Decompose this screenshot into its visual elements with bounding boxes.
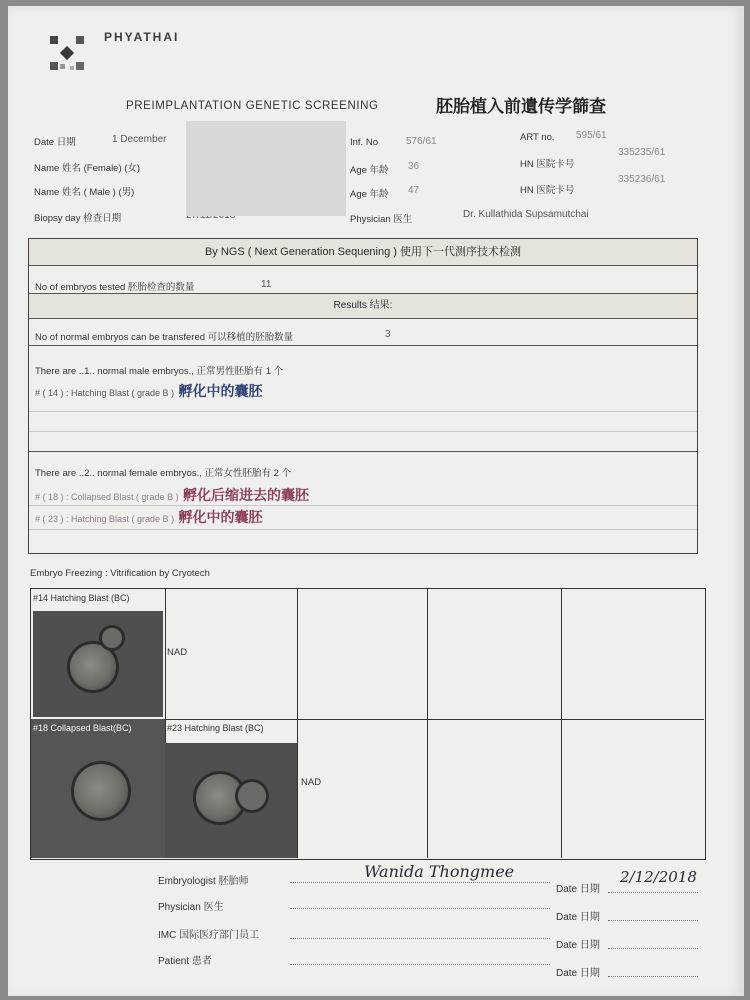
female-embryo-18-desc: # ( 18 ) : Collapsed Blast ( grade B ) bbox=[35, 492, 179, 502]
name-female-label: Name 姓名 (Female) (女) bbox=[34, 163, 141, 174]
name-male-label: Name 姓名 ( Male ) (男) bbox=[34, 187, 135, 198]
transfer-label: No of normal embryos can be transfered 可以移植的胚胎数量 bbox=[35, 332, 294, 343]
embryo-14-photo bbox=[33, 611, 163, 717]
cell-embryo-14-label: #14 Hatching Blast (BC) bbox=[33, 593, 130, 603]
physician-line bbox=[290, 908, 550, 909]
cell-empty-3 bbox=[561, 589, 704, 720]
embryologist-date: 2/12/2018 bbox=[620, 868, 697, 886]
cell-empty-4 bbox=[297, 719, 428, 858]
cell-embryo-23 bbox=[165, 719, 322, 858]
patient-label: Patient 患者 bbox=[158, 956, 212, 967]
age-female-value: 36 bbox=[408, 161, 420, 172]
tested-label: No of embryos tested 胚胎检查的数量 bbox=[35, 282, 195, 293]
cell-embryo-23-label: #23 Hatching Blast (BC) bbox=[167, 723, 264, 733]
male-embryos-line: There are ..1.. normal male embryos., 正常男性胚胎有 1 个 bbox=[35, 366, 284, 377]
date-label: Date 日期 bbox=[34, 137, 76, 148]
date-value: 1 December bbox=[112, 134, 167, 145]
tested-value: 11 bbox=[261, 279, 272, 290]
date-line-3 bbox=[608, 948, 698, 949]
hn-male-value: 335236/61 bbox=[618, 174, 666, 185]
method-header: By NGS ( Next Generation Sequening ) 使用下一代测序技术检测 bbox=[29, 239, 697, 265]
female-embryo-18-cn: 孵化后缩进去的囊胚 bbox=[183, 488, 310, 504]
hn-female-label: HN 医院卡号 bbox=[520, 159, 575, 170]
age-male-label: Age 年龄 bbox=[350, 189, 389, 200]
female-embryo-23 bbox=[35, 507, 263, 527]
inf-value: 576/61 bbox=[406, 136, 437, 147]
date-label-2: Date 日期 bbox=[556, 912, 600, 923]
report-title-cn: 胚胎植入前遺传学篩查 bbox=[436, 97, 606, 116]
physician-value: Dr. Kullathida Supsamutchai bbox=[463, 209, 589, 220]
male-embryo-14 bbox=[35, 381, 263, 401]
physician-label: Physician 医生 bbox=[350, 214, 413, 225]
imc-line bbox=[290, 938, 550, 939]
cell-embryo-18-label: #18 Collapsed Blast(BC) bbox=[33, 723, 132, 733]
biopsy-label: Biopsy day 检查日期 bbox=[34, 213, 122, 224]
physician-sign-label: Physician 医生 bbox=[158, 902, 224, 913]
results-header: Results 结果: bbox=[29, 294, 697, 318]
patient-line bbox=[290, 964, 550, 965]
cell-embryo-18 bbox=[31, 719, 166, 858]
freezing-grid bbox=[30, 588, 706, 860]
embryo-18-image bbox=[71, 761, 131, 821]
nad-2: NAD bbox=[301, 777, 322, 788]
date-line-4 bbox=[608, 976, 698, 977]
cell-empty-2 bbox=[427, 589, 562, 720]
date-label-4: Date 日期 bbox=[556, 968, 600, 979]
brand-name: PHYATHAI bbox=[104, 30, 180, 44]
female-embryos-line: There are ..2.. normal female embryos., 正常女性胚胎有 2 个 bbox=[35, 468, 292, 479]
results-table bbox=[28, 238, 698, 554]
phyathai-logo-icon bbox=[48, 34, 88, 74]
transfer-value: 3 bbox=[385, 329, 391, 340]
date-label-3: Date 日期 bbox=[556, 940, 600, 951]
female-embryo-18 bbox=[35, 485, 309, 505]
report-title-en: PREIMPLANTATION GENETIC SCREENING bbox=[126, 100, 379, 112]
nad-1: NAD bbox=[167, 647, 188, 658]
embryo-14-hatching bbox=[99, 625, 125, 651]
inf-label: Inf. No bbox=[350, 137, 378, 148]
cell-empty-5 bbox=[427, 719, 562, 858]
art-label: ART no. bbox=[520, 132, 555, 143]
cell-embryo-14 bbox=[31, 589, 166, 720]
report-page bbox=[8, 6, 744, 996]
art-value: 595/61 bbox=[576, 130, 607, 141]
imc-label: IMC 国际医疗部门员工 bbox=[158, 930, 260, 941]
age-female-label: Age 年龄 bbox=[350, 165, 389, 176]
embryologist-line bbox=[290, 882, 550, 883]
female-embryo-23-cn: 孵化中的囊胚 bbox=[178, 510, 263, 526]
cell-empty-6 bbox=[561, 719, 704, 858]
freezing-title: Embryo Freezing : Vitrification by Cryotech bbox=[30, 568, 210, 579]
date-line-2 bbox=[608, 920, 698, 921]
embryo-18-photo bbox=[31, 719, 165, 858]
embryologist-signature: Wanida Thongmee bbox=[364, 862, 515, 881]
hn-female-value: 335235/61 bbox=[618, 147, 666, 158]
embryo-23-hatching bbox=[235, 779, 269, 813]
cell-empty-1 bbox=[297, 589, 428, 720]
redacted-area bbox=[186, 121, 346, 216]
hn-male-label: HN 医院卡号 bbox=[520, 185, 575, 196]
embryo-23-photo bbox=[165, 743, 297, 858]
age-male-value: 47 bbox=[408, 185, 420, 196]
male-embryo-14-cn: 孵化中的囊胚 bbox=[178, 384, 263, 400]
embryologist-label: Embryologist 胚胎师 bbox=[158, 876, 249, 887]
female-embryo-23-desc: # ( 23 ) : Hatching Blast ( grade B ) bbox=[35, 514, 175, 524]
date-label-1: Date 日期 bbox=[556, 884, 600, 895]
male-embryo-14-desc: # ( 14 ) : Hatching Blast ( grade B ) bbox=[35, 388, 175, 398]
date-line-1 bbox=[608, 892, 698, 893]
cell-nad-1 bbox=[165, 589, 298, 720]
